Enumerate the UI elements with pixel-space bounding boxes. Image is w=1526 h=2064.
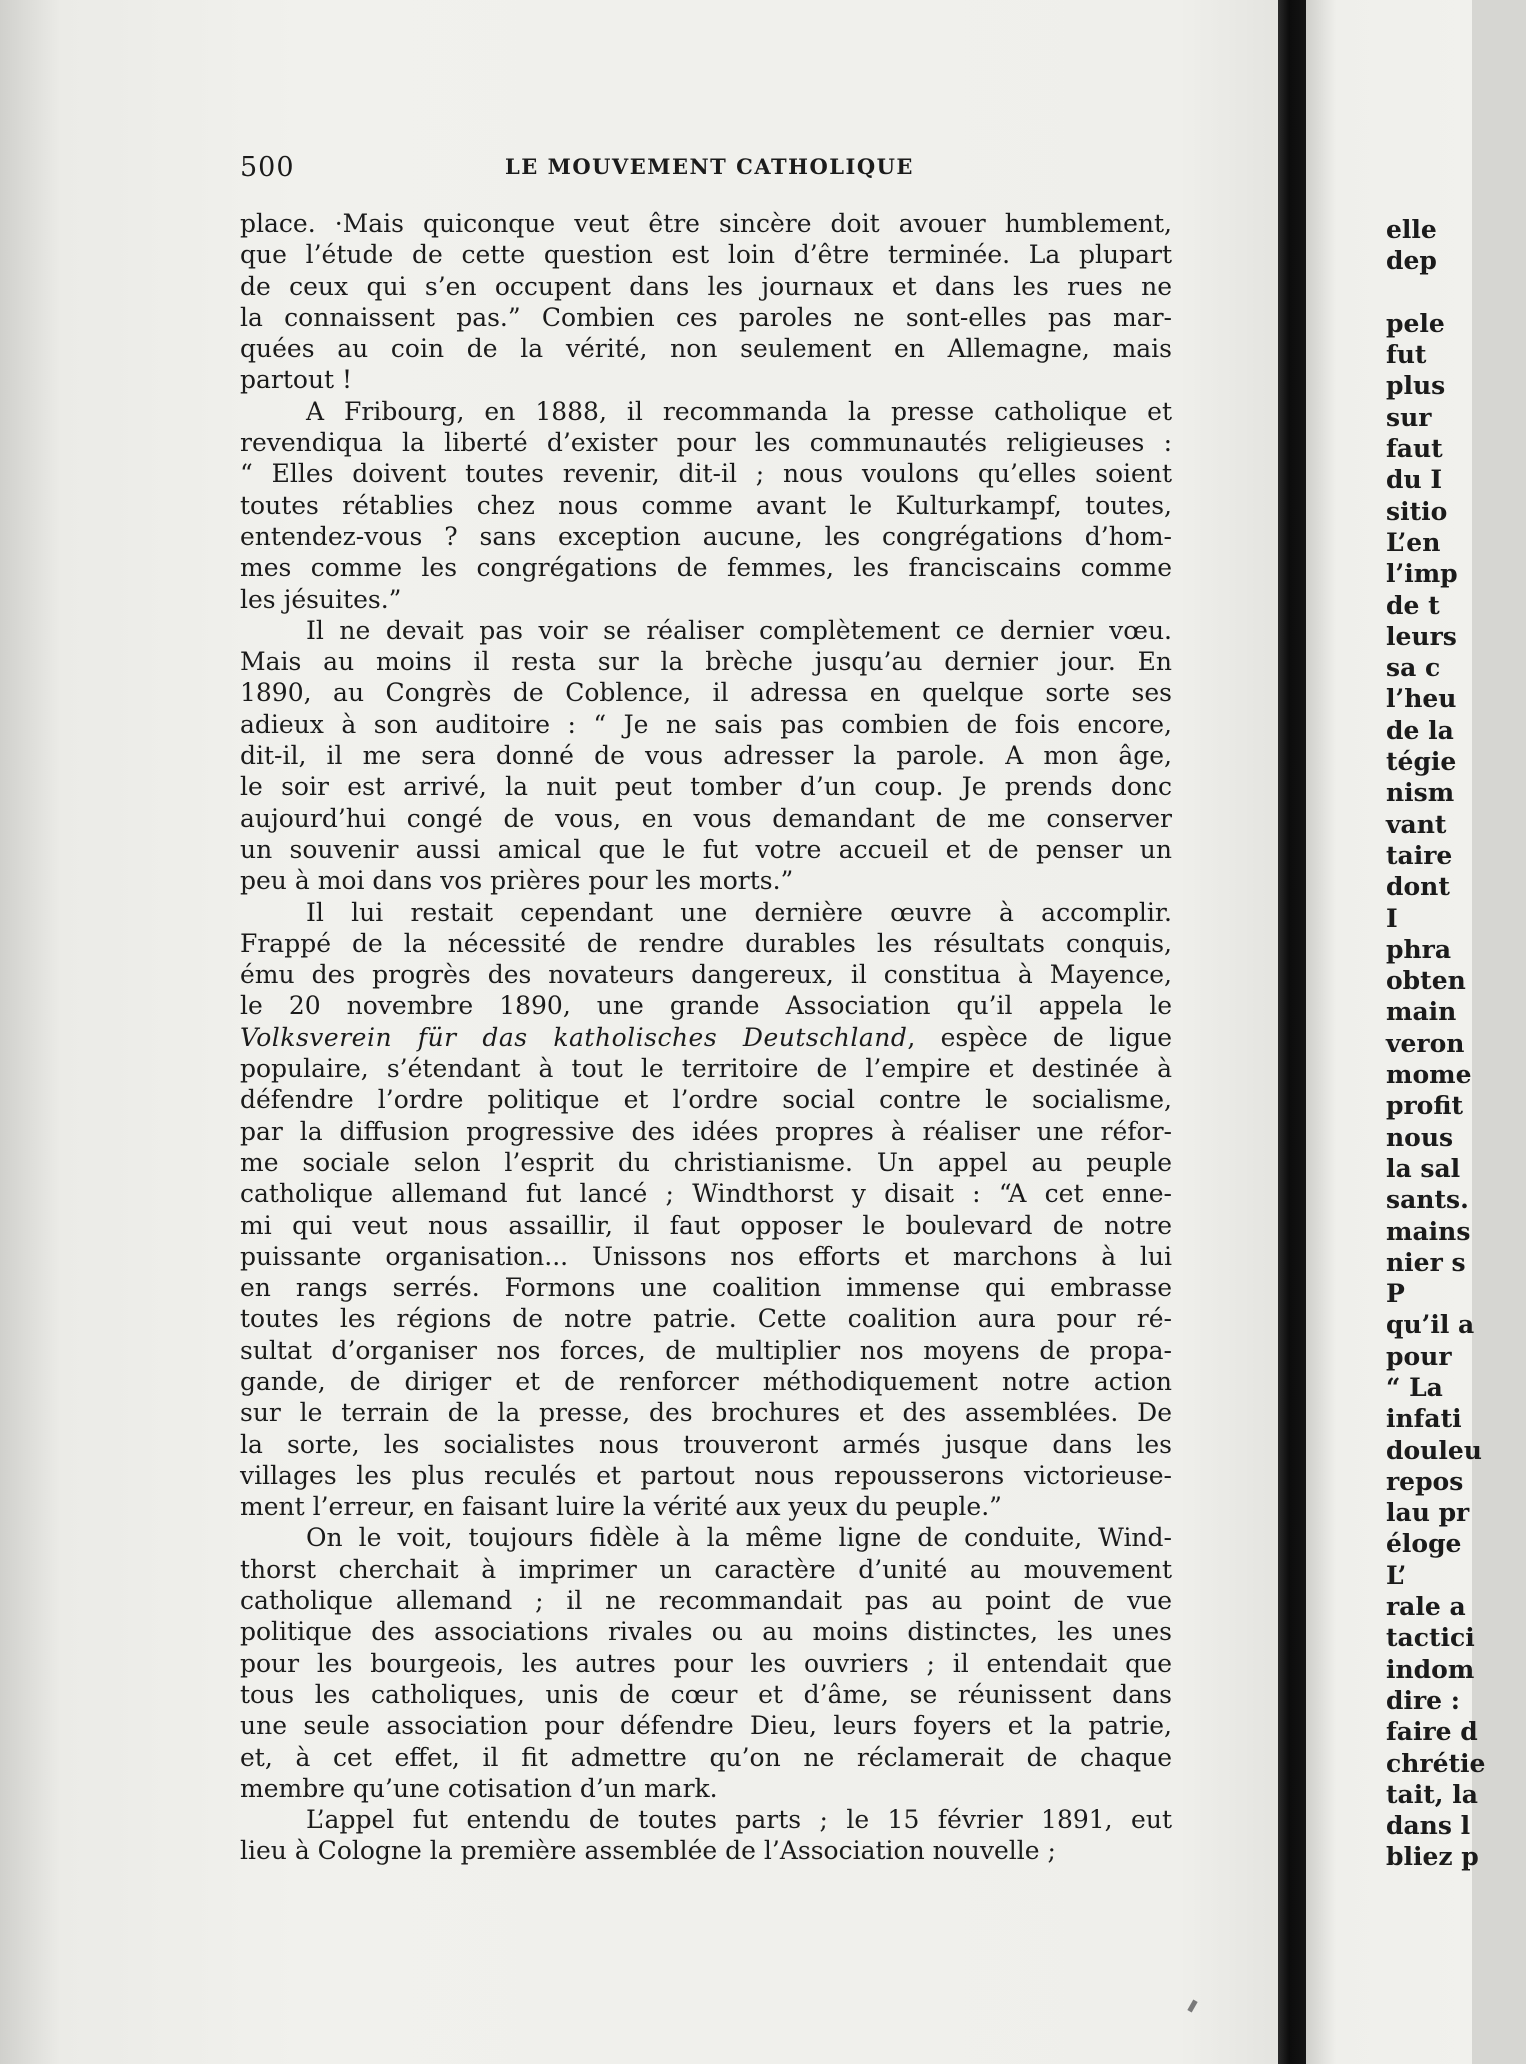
text-line: que l’étude de cette question est loin d’être terminée. La plupart [240,240,1172,270]
facing-line-fragment: repos [1386,1466,1464,1496]
facing-line-fragment: profit [1386,1091,1464,1121]
facing-line-fragment: douleu [1386,1435,1482,1465]
facing-line-fragment: dont [1386,872,1450,902]
text-line: ment l’erreur, en faisant luire la vérité aux yeux du peuple.” [240,1492,1002,1522]
facing-line-fragment: dans l [1386,1811,1471,1841]
text-line: villages les plus reculés et partout nous repousserons victorieuse- [240,1460,1172,1490]
facing-line-fragment [1386,277,1526,308]
facing-line-fragment: obten [1386,966,1466,996]
text-line: la connaissent pas.” Combien ces paroles ne sont-elles pas mar- [240,302,1172,332]
text-line: puissante organisation... Unissons nos efforts et marchons à lui [240,1241,1172,1271]
facing-line-fragment: taire [1386,840,1453,870]
text-line: aujourd’hui congé de vous, en vous demandant de me conserver [240,803,1172,833]
text-line: place. ·Mais quiconque veut être sincère doit avouer humblement, [240,209,1172,238]
facing-line-fragment: veron [1386,1028,1465,1058]
text-line: ému des progrès des novateurs dangereux, il constitua à Mayence, [240,960,1172,990]
text-line: Mais au moins il resta sur la brèche jusqu’au dernier jour. En [240,647,1172,677]
facing-line-fragment: nier s [1386,1247,1466,1277]
facing-line-fragment: L’ [1386,1560,1407,1590]
body-text [240,208,1172,1867]
facing-line-fragment: “ La [1386,1372,1443,1402]
text-line: de ceux qui s’en occupent dans les journaux et dans les rues ne [240,271,1172,301]
text-line: Il ne devait pas voir se réaliser complètement ce dernier vœu. [306,615,1172,645]
text-line: sultat d’organiser nos forces, de multiplier nos moyens de propa- [240,1335,1172,1365]
facing-line-fragment: dep [1386,246,1437,276]
text-line: revendiqua la liberté d’exister pour les communautés religieuses : [240,428,1172,458]
facing-line-fragment: du I [1386,465,1443,495]
text-line: tous les catholiques, unis de cœur et d’âme, se réunissent dans [240,1679,1172,1709]
facing-line-fragment: pele [1386,308,1445,338]
text-line: toutes rétablies chez nous comme avant le Kulturkampf, toutes, [240,490,1172,520]
facing-line-fragment: phra [1386,934,1452,964]
facing-line-fragment: mome [1386,1060,1472,1090]
running-title: LE MOUVEMENT CATHOLIQUE [505,154,914,179]
facing-line-fragment: sitio [1386,496,1448,526]
text-line: L’appel fut entendu de toutes parts ; le 15 février 1891, eut [306,1805,1172,1835]
facing-line-fragment: l’heu [1386,684,1457,714]
facing-line-fragment: la sal [1386,1153,1461,1183]
text-line: mes comme les congrégations de femmes, les franciscains comme [240,553,1172,583]
facing-line-fragment: sa c [1386,653,1441,683]
facing-line-fragment: elle [1386,215,1437,244]
text-line: en rangs serrés. Formons une coalition immense qui embrasse [240,1273,1172,1303]
text-line: toutes les régions de notre patrie. Cette coalition aura pour ré- [240,1304,1172,1334]
facing-line-fragment: infati [1386,1404,1462,1434]
facing-line-fragment: mains [1386,1216,1471,1246]
facing-line-fragment: pour [1386,1341,1452,1371]
facing-line-fragment: de la [1386,715,1454,745]
text-line: catholique allemand ; il ne recommandait pas au point de vue [240,1586,1172,1616]
facing-line-fragment: vant [1386,809,1447,839]
facing-line-fragment: dire : [1386,1685,1460,1715]
text-line: le soir est arrivé, la nuit peut tomber d’un coup. Je prends donc [240,772,1172,802]
facing-line-fragment: bliez p [1386,1842,1479,1872]
text-line: A Fribourg, en 1888, il recommanda la presse catholique et [306,396,1172,426]
text-line: Volksverein für das katholisches Deutschland, espèce de ligue [240,1022,1172,1052]
text-line: un souvenir aussi amical que le fut votre accueil et de penser un [240,834,1172,864]
facing-line-fragment: tait, la [1386,1779,1478,1809]
facing-line-fragment: lau pr [1386,1498,1470,1528]
facing-line-fragment: rale a [1386,1592,1466,1622]
text-line: thorst cherchait à imprimer un caractère d’unité au mouvement [240,1554,1172,1584]
text-line: me sociale selon l’esprit du christianisme. Un appel au peuple [240,1147,1172,1177]
facing-line-fragment: sur [1386,402,1432,432]
text-line: quées au coin de la vérité, non seulement en Allemagne, mais [240,334,1172,364]
text-line: 1890, au Congrès de Coblence, il adressa en quelque sorte ses [240,678,1172,708]
facing-line-fragment: main [1386,997,1457,1027]
text-line: le 20 novembre 1890, une grande Association qu’il appela le [240,991,1172,1021]
text-line: et, à cet effet, il fit admettre qu’on ne réclamerait de chaque [240,1742,1172,1772]
facing-line-fragment: P [1386,1279,1405,1309]
text-line: entendez-vous ? sans exception aucune, les congrégations d’hom- [240,521,1172,551]
facing-line-fragment: fut [1386,340,1427,370]
text-line: adieux à son auditoire : “ Je ne sais pas combien de fois encore, [240,709,1172,739]
text-line: “ Elles doivent toutes revenir, dit-il ; nous voulons qu’elles soient [240,459,1172,489]
text-line: sur le terrain de la presse, des brochures et des assemblées. De [240,1398,1172,1428]
text-line: peu à moi dans vos prières pour les morts.” [240,866,794,896]
text-line: les jésuites.” [240,584,402,614]
text-line: politique des associations rivales ou au moins distinctes, les unes [240,1617,1172,1647]
italic-title: Volksverein für das katholisches Deutschland [240,1022,908,1052]
text-line: défendre l’ordre politique et l’ordre social contre le socialisme, [240,1085,1172,1115]
text-line: lieu à Cologne la première assemblée de l’Association nouvelle ; [240,1836,1056,1866]
text-line: mi qui veut nous assaillir, il faut opposer le boulevard de notre [240,1210,1172,1240]
text-line: par la diffusion progressive des idées propres à réaliser une réfor- [240,1116,1172,1146]
facing-line-fragment: plus [1386,371,1446,401]
facing-line-fragment: éloge [1386,1529,1462,1559]
facing-line-fragment: nism [1386,778,1455,808]
facing-line-fragment: L’en [1386,527,1441,557]
text-line: partout ! [240,365,353,395]
text-line: Frappé de la nécessité de rendre durables les résultats conquis, [240,928,1172,958]
facing-line-fragment: faire d [1386,1717,1478,1747]
text-line: catholique allemand fut lancé ; Windthorst y disait : “A cet enne- [240,1179,1172,1209]
facing-line-fragment: nous [1386,1122,1454,1152]
text-line: dit-il, il me sera donné de vous adresser la parole. A mon âge, [240,741,1172,771]
text-line: membre qu’une cotisation d’un mark. [240,1773,718,1803]
facing-line-fragment: faut [1386,434,1443,464]
text-line: une seule association pour défendre Dieu, leurs foyers et la patrie, [240,1711,1172,1741]
facing-line-fragment: leurs [1386,621,1457,651]
text-line: gande, de diriger et de renforcer méthodiquement notre action [240,1366,1172,1396]
facing-line-fragment: l’imp [1386,559,1458,589]
text-line: la sorte, les socialistes nous trouveront armés jusque dans les [240,1429,1172,1459]
text-line: populaire, s’étendant à tout le territoire de l’empire et destinée à [240,1054,1172,1084]
facing-page-text [1386,214,1526,1873]
facing-line-fragment: indom [1386,1654,1475,1684]
facing-line-fragment: I [1386,903,1398,933]
facing-line-fragment: tégie [1386,747,1457,777]
text-line: On le voit, toujours fidèle à la même ligne de conduite, Wind- [306,1523,1172,1553]
page-header [240,152,1200,184]
facing-line-fragment: chrétie [1386,1748,1486,1778]
page-number: 500 [240,152,295,183]
facing-line-fragment: qu’il a [1386,1310,1475,1340]
text-line: Il lui restait cependant une dernière œuvre à accomplir. [306,897,1172,927]
text-line: pour les bourgeois, les autres pour les ouvriers ; il entendait que [240,1648,1172,1678]
facing-line-fragment: sants. [1386,1185,1469,1215]
book-gutter [1278,0,1306,2064]
facing-line-fragment: tactici [1386,1623,1475,1653]
facing-line-fragment: de t [1386,590,1440,620]
